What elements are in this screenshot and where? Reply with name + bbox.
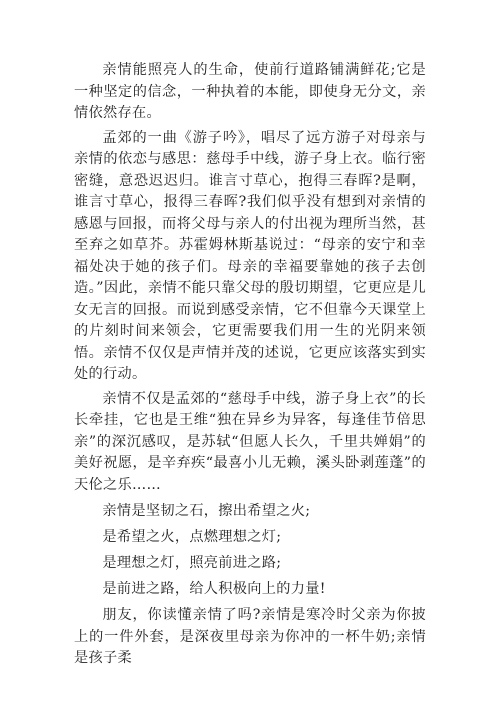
paragraph-poets: 亲情不仅是孟郊的“慈母手中线，游子身上衣”的长长牵挂，它也是王维“独在异乡为异客，每逢佳节倍思亲”的深沉感叹，是苏轼“但愿人长久，千里共婵娟”的美好祝愿，是辛弃疾“最喜小儿无赖，溪头卧剥莲蓬”的天伦之乐……	[74, 390, 426, 493]
paragraph-intro: 亲情能照亮人的生命，使前行道路铺满鲜花;它是一种坚定的信念，一种执着的本能，即使身无分文，亲情依然存在。	[74, 62, 426, 121]
verse-line-2: 是希望之火，点燃理想之灯;	[102, 529, 282, 545]
paragraph-closing: 朋友，你读懂亲情了吗?亲情是寒冷时父亲为你披上的一件外套，是深夜里母亲为你冲的一杯牛奶;亲情是孩子柔	[74, 607, 426, 666]
verse-line-4: 是前进之路，给人积极向上的力量!	[102, 581, 326, 597]
verse-line-1: 亲情是坚韧之石，擦出希望之火;	[102, 503, 311, 519]
paragraph-youziyin: 孟郊的一曲《游子吟》，唱尽了远方游子对母亲与亲情的依恋与感思：慈母手中线，游子身上衣。临行密密缝，意恐迟迟归。谁言寸草心，抱得三春晖?是啊，谁言寸草心，报得三春晖?我们似乎没有想到对亲情的感恩与回报，而将父母与亲人的付出视为理所当然，甚至弃之如草芥。苏霍姆林斯基说过：“母亲的安宁和幸福处决于她的孩子们。母亲的幸福要靠她的孩子去创造。”因此，亲情不能只靠父母的殷切期望，它更应是儿女无言的回报。而说到感受亲情，它不但靠今天课堂上的片刻时间来领会，它更需要我们用一生的光阴来领悟。亲情不仅仅是声情并茂的述说，它更应该落实到实处的行动。	[74, 129, 426, 382]
document-page	[74, 60, 426, 670]
verse-line-3: 是理想之灯，照亮前进之路;	[102, 555, 282, 571]
